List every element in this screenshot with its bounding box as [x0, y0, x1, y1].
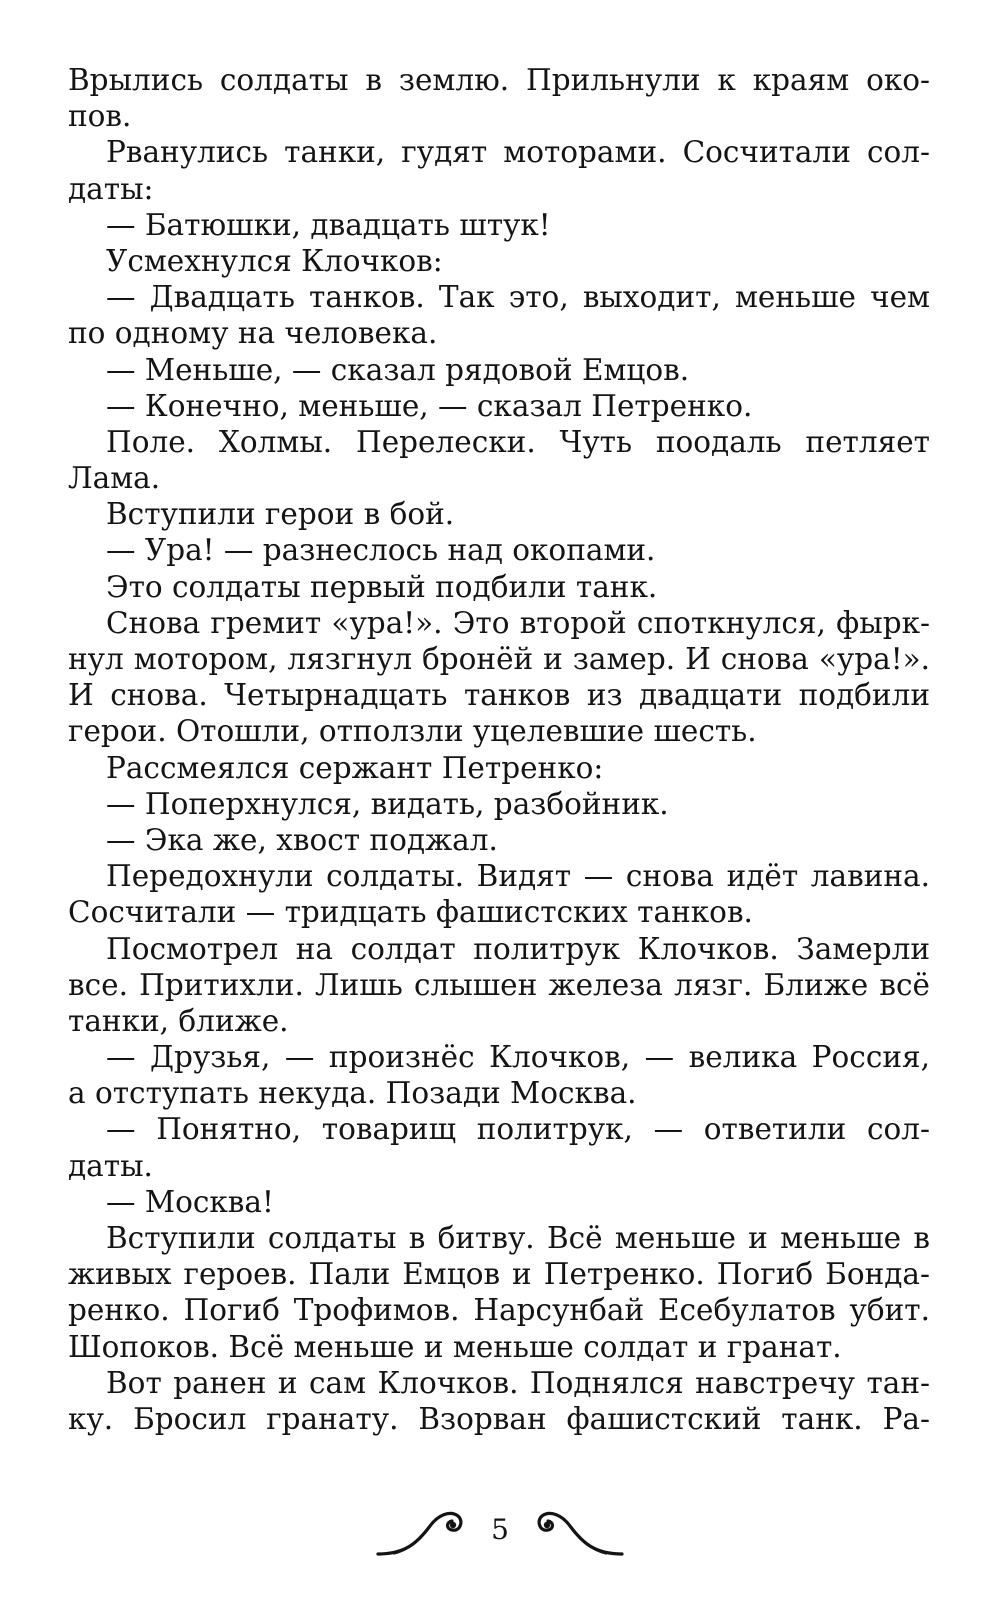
text-line: Врылись солдаты в землю. Прильнули к краям око- — [68, 63, 930, 97]
text-line: — Батюшки, двадцать штук! — [106, 207, 551, 242]
text-line: Это солдаты первый подбили танк. — [106, 569, 658, 604]
text-line: пов. — [68, 99, 132, 134]
text-line: все. Притихли. Лишь слышен железа лязг. Ближе всё — [68, 967, 930, 1002]
text-line: Посмотрел на солдат политрук Клочков. Замерли — [106, 931, 930, 966]
text-line: нул мотором, лязгнул бронёй и замер. И снова «ура!». — [68, 642, 930, 676]
text-line: ренко. Погиб Трофимов. Нарсунбай Есебулатов убит. — [68, 1293, 930, 1328]
text-line: Сосчитали — тридцать фашистских танков. — [68, 895, 753, 930]
text-line: И снова. Четырнадцать танков из двадцати подбили — [68, 678, 930, 713]
text-line: — Эка же, хвост поджал. — [106, 822, 498, 857]
text-line: даты. — [68, 1148, 153, 1183]
text-line: — Москва! — [106, 1184, 274, 1219]
text-line: Лама. — [68, 461, 161, 496]
text-line: — Друзья, — произнёс Клочков, — велика Россия, — [106, 1040, 930, 1075]
text-line: живых героев. Пали Емцов и Петренко. Погиб Бонда- — [68, 1257, 930, 1292]
text-line: Шопоков. Всё меньше и меньше солдат и гранат. — [68, 1329, 842, 1364]
page-number: 5 — [491, 1513, 509, 1546]
body-text — [68, 62, 930, 1437]
text-line: Рассмеялся сержант Петренко: — [106, 750, 604, 785]
text-line: — Двадцать танков. Так это, выходит, меньше чем — [106, 280, 930, 315]
text-line: а отступать некуда. Позади Москва. — [68, 1076, 637, 1111]
text-line: Передохнули солдаты. Видят — снова идёт лавина. — [106, 859, 930, 894]
text-line: — Меньше, — сказал рядовой Емцов. — [106, 352, 690, 387]
text-line: даты: — [68, 171, 154, 206]
text-line: ку. Бросил гранату. Взорван фашистский танк. Ра- — [68, 1401, 930, 1436]
text-line: Снова гремит «ура!». Это второй споткнулся, фырк- — [106, 605, 930, 640]
text-line: герои. Отошли, отползли уцелевшие шесть. — [68, 714, 757, 749]
text-line: — Конечно, меньше, — сказал Петренко. — [106, 388, 753, 423]
text-line: по одному на человека. — [68, 316, 438, 351]
text-line: — Поперхнулся, видать, разбойник. — [106, 786, 669, 821]
text-line: — Понятно, товарищ политрук, — ответили сол- — [106, 1112, 930, 1147]
text-line: — Ура! — разнеслось над окопами. — [106, 533, 656, 568]
page-footer — [376, 1504, 624, 1560]
text-line: танки, ближе. — [68, 1003, 289, 1038]
text-line: Вступили солдаты в битву. Всё меньше и меньше в — [106, 1221, 930, 1255]
text-line: Рванулись танки, гудят моторами. Сосчитали сол- — [106, 135, 930, 170]
text-line: Вот ранен и сам Клочков. Поднялся навстречу тан- — [106, 1365, 930, 1400]
text-line: Поле. Холмы. Перелески. Чуть поодаль петляет — [106, 424, 930, 459]
text-line: Усмехнулся Клочков: — [106, 243, 443, 278]
text-line: Вступили герои в бой. — [106, 497, 455, 532]
